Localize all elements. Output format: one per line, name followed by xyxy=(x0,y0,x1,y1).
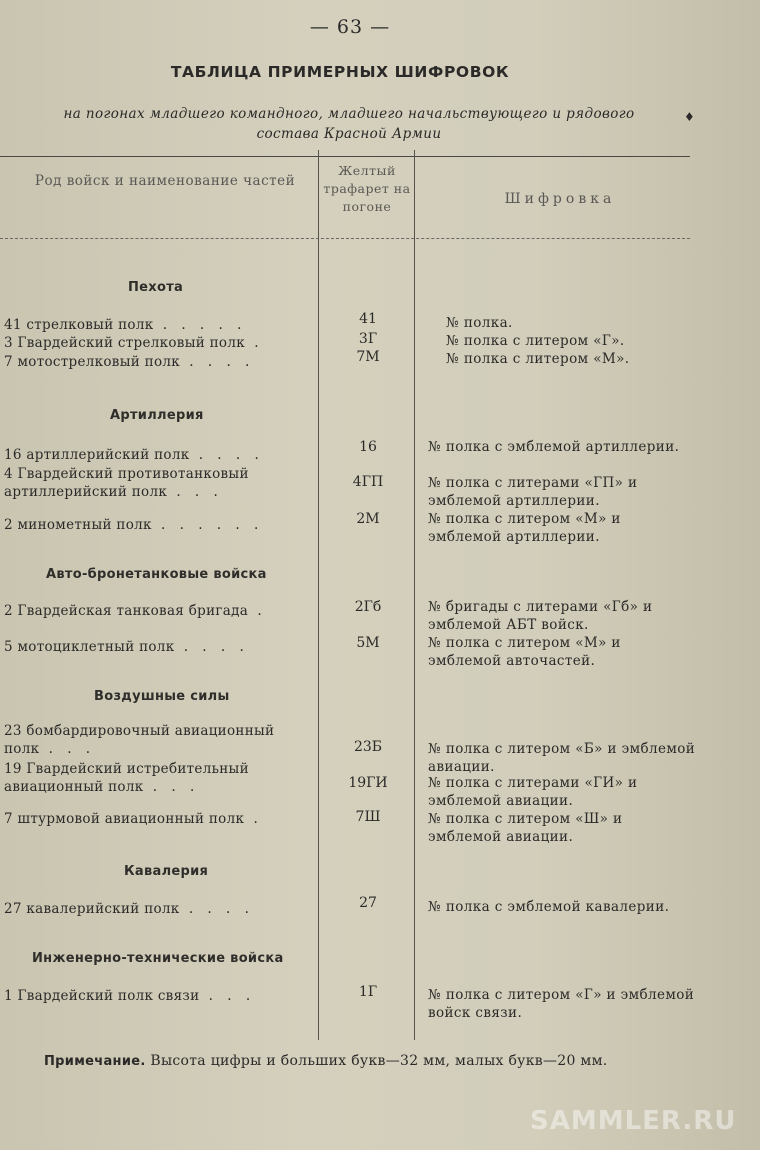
section-artillery: Артиллерия xyxy=(110,408,204,423)
unit-row: 1 Гвардейский полк связи . . . xyxy=(4,988,256,1004)
stencil-code: 41 xyxy=(359,311,377,327)
header-cipher: Шифровка xyxy=(504,191,616,207)
unit-row: 3 Гвардейский стрелковый полк . xyxy=(4,335,264,351)
cipher-text: № полка с эмблемой кавалерии. xyxy=(428,899,670,915)
unit-row: 16 артиллерийский полк . . . . xyxy=(4,447,264,463)
cipher-text: № полка с эмблемой артиллерии. xyxy=(428,439,680,455)
unit-row: 7 штурмовой авиационный полк . xyxy=(4,811,263,827)
footnote xyxy=(44,1053,694,1069)
stencil-code: 7М xyxy=(356,349,380,365)
column-divider-2 xyxy=(414,150,415,1040)
stencil-code: 19ГИ xyxy=(348,775,388,791)
stencil-code: 23Б xyxy=(353,739,383,755)
page-number: — 63 — xyxy=(309,16,391,38)
section-infantry: Пехота xyxy=(128,280,184,295)
section-armored: Авто-бронетанковые войска xyxy=(46,567,267,582)
cipher-text: № полка с литерами «ГП» и эмблемой артиллерии. xyxy=(428,475,638,509)
unit-row: 4 Гвардейский противотанковый артиллерийский полк . . . xyxy=(4,466,249,500)
stencil-code: 1Г xyxy=(358,984,378,1000)
cipher-text: № полка с литером «Ш» и эмблемой авиации. xyxy=(428,811,623,845)
table-title: ТАБЛИЦА ПРИМЕРНЫХ ШИФРОВОК xyxy=(170,63,510,81)
cipher-text: № полка с литером «М». xyxy=(446,351,630,367)
unit-row: 2 Гвардейская танковая бригада . xyxy=(4,603,267,619)
subtitle-line-1: на погонах младшего командного, младшего начальствующего и рядового xyxy=(63,106,635,122)
cipher-text: № полка. xyxy=(446,315,513,331)
subtitle-line-2: состава Красной Армии xyxy=(256,126,442,142)
unit-row: 23 бомбардировочный авиационный полк . . . xyxy=(4,723,275,757)
unit-row: 7 мотострелковый полк . . . . xyxy=(4,354,255,370)
stencil-code: 4ГП xyxy=(352,474,384,490)
header-unit: Род войск и наименование частей xyxy=(34,173,296,189)
footnote-label: Примечание. xyxy=(44,1054,146,1069)
section-engineering: Инженерно-технические войска xyxy=(32,951,284,966)
watermark: SAMMLER.RU xyxy=(530,1106,737,1136)
header-bottom-rule xyxy=(0,238,690,239)
unit-row: 19 Гвардейский истребительный авиационный полк . . . xyxy=(4,761,249,795)
cipher-text: № полка с литером «Б» и эмблемой авиации. xyxy=(428,741,696,775)
cipher-text: № полка с литером «Г» и эмблемой войск связи. xyxy=(428,987,695,1021)
unit-row: 41 стрелковый полк . . . . . xyxy=(4,317,247,333)
stencil-code: 27 xyxy=(359,895,377,911)
stencil-code: 16 xyxy=(359,439,377,455)
stencil-code: 2Гб xyxy=(354,599,382,615)
cipher-text: № полка с литером «Г». xyxy=(446,333,625,349)
table-subtitle xyxy=(14,104,684,144)
unit-row: 2 минометный полк . . . . . . xyxy=(4,517,264,533)
column-divider-1 xyxy=(318,150,319,1040)
stencil-code: 3Г xyxy=(358,331,378,347)
stencil-code: 5М xyxy=(356,635,380,651)
cipher-text: № полка с литерами «ГИ» и эмблемой авиации. xyxy=(428,775,638,809)
cipher-text: № бригады с литерами «Гб» и эмблемой АБТ войск. xyxy=(428,599,653,633)
unit-row: 5 мотоциклетный полк . . . . xyxy=(4,639,249,655)
footnote-text: Высота цифры и больших букв—32 мм, малых букв—20 мм. xyxy=(150,1053,608,1069)
table-top-rule xyxy=(0,156,690,157)
cipher-text: № полка с литером «М» и эмблемой авточастей. xyxy=(428,635,621,669)
unit-row: 27 кавалерийский полк . . . . xyxy=(4,901,254,917)
header-stencil: Желтый трафарет на погоне xyxy=(323,163,411,214)
cipher-text: № полка с литером «М» и эмблемой артиллерии. xyxy=(428,511,621,545)
stencil-code: 7Ш xyxy=(355,809,381,825)
section-air-force: Воздушные силы xyxy=(94,689,230,704)
section-cavalry: Кавалерия xyxy=(124,864,209,879)
stencil-code: 2М xyxy=(356,511,380,527)
bullet-mark: ♦ xyxy=(684,110,695,124)
